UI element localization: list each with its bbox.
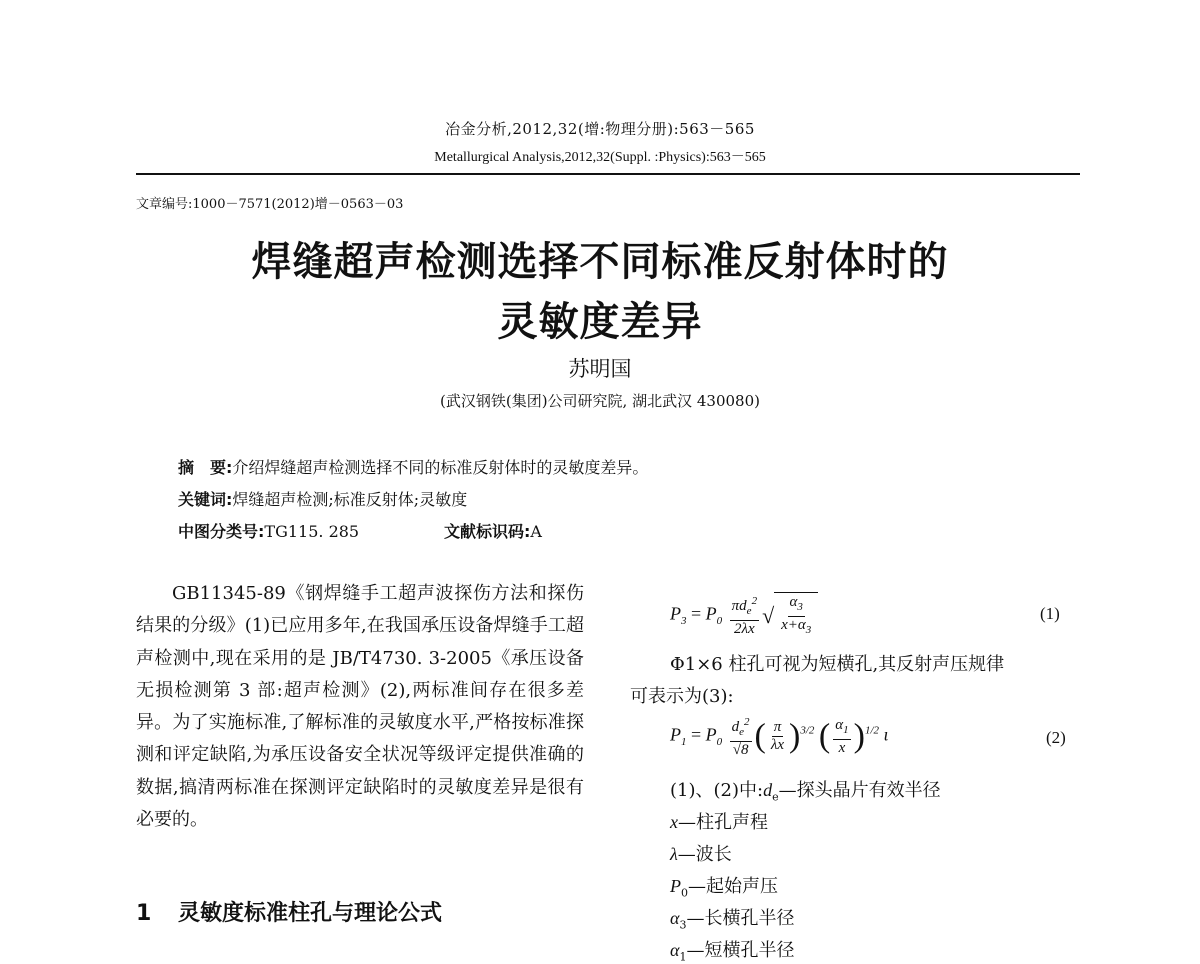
classification-value: TG115. 285 bbox=[264, 522, 360, 541]
journal-header-en: Metallurgical Analysis,2012,32(Suppl. :Physics):563－565 bbox=[434, 150, 766, 165]
title-line-2: 灵敏度差异 bbox=[497, 299, 703, 345]
abstract-label: 摘 要: bbox=[178, 458, 233, 477]
equation-1: $P_3 = P_0$ $\frac{\pi d_e^2}{2\lambda x}$ √ $\frac{\alpha_3}{x+\alpha_3}$ bbox=[670, 592, 818, 639]
keywords bbox=[178, 487, 467, 510]
keywords-text: 焊缝超声检测;标准反射体;灵敏度 bbox=[232, 490, 468, 509]
doc-mark bbox=[444, 519, 542, 542]
doc-mark-label: 文献标识码: bbox=[444, 522, 531, 541]
definition-x: x—柱孔声程 bbox=[670, 812, 768, 833]
section-heading bbox=[136, 896, 442, 927]
section-title: 灵敏度标准柱孔与理论公式 bbox=[178, 901, 443, 926]
classification-label: 中图分类号: bbox=[178, 522, 265, 541]
definition-de: (1)、(2)中$:d_e—$探头晶片有效半径 bbox=[670, 780, 941, 804]
article-number: 文章编号:1000－7571(2012)增－0563－03 bbox=[136, 197, 404, 212]
equation-1-number: (1) bbox=[1040, 604, 1060, 623]
definition-a1: $\alpha_1—$短横孔半径 bbox=[670, 940, 795, 964]
definition-p0: $P_0—$起始声压 bbox=[670, 876, 778, 900]
title-line-1: 焊缝超声检测选择不同标准反射体时的 bbox=[251, 239, 949, 285]
abstract bbox=[178, 455, 648, 478]
equation-2: $P_1 = P_0$ $\frac{d_e^2}{√8}$ ( $\frac{\pi}{\lambda x}$ )$^{3/2}$ ( $\frac{\alpha_1}{x}$ )$^{1/2}$ ι bbox=[670, 716, 889, 758]
equation-2-number: (2) bbox=[1046, 728, 1066, 747]
author: 苏明国 bbox=[568, 357, 632, 381]
journal-header-cn: 冶金分析,2012,32(增:物理分册):563－565 bbox=[445, 120, 755, 138]
keywords-label: 关键词: bbox=[178, 490, 233, 509]
definitions-intro: (1)、(2)中: bbox=[670, 780, 764, 801]
intro-paragraph: GB11345-89《钢焊缝手工超声波探伤方法和探伤结果的分级》(1)已应用多年,在我国承压设备焊缝手工超声检测中,现在采用的是 JB/T4730. 3-2005《承压设备无损检测第 3 部:超声检测》(2),两标准间存在很多差异。为了实施标准,了解标准的灵敏度水平,严格按标准探测和评定缺陷,为承压设备安全状况等级评定提供准确的数据,搞清两标准在探测评定缺陷时的灵敏度差异是很有必要的。 bbox=[136, 583, 584, 831]
right-text-line-1: Φ1×6 柱孔可视为短横孔,其反射声压规律 bbox=[670, 654, 1005, 675]
classification bbox=[178, 519, 359, 542]
header-rule bbox=[136, 173, 1080, 175]
abstract-text: 介绍焊缝超声检测选择不同的标准反射体时的灵敏度差异。 bbox=[232, 458, 649, 477]
section-number: 1 bbox=[136, 901, 152, 926]
right-text-line-2: 可表示为(3): bbox=[630, 686, 734, 707]
doc-mark-value: A bbox=[530, 522, 542, 541]
affiliation: (武汉钢铁(集团)公司研究院, 湖北武汉 430080) bbox=[440, 392, 760, 410]
definition-lambda: λ—波长 bbox=[670, 844, 732, 865]
definition-a3: $\alpha_3—$长横孔半径 bbox=[670, 908, 795, 932]
